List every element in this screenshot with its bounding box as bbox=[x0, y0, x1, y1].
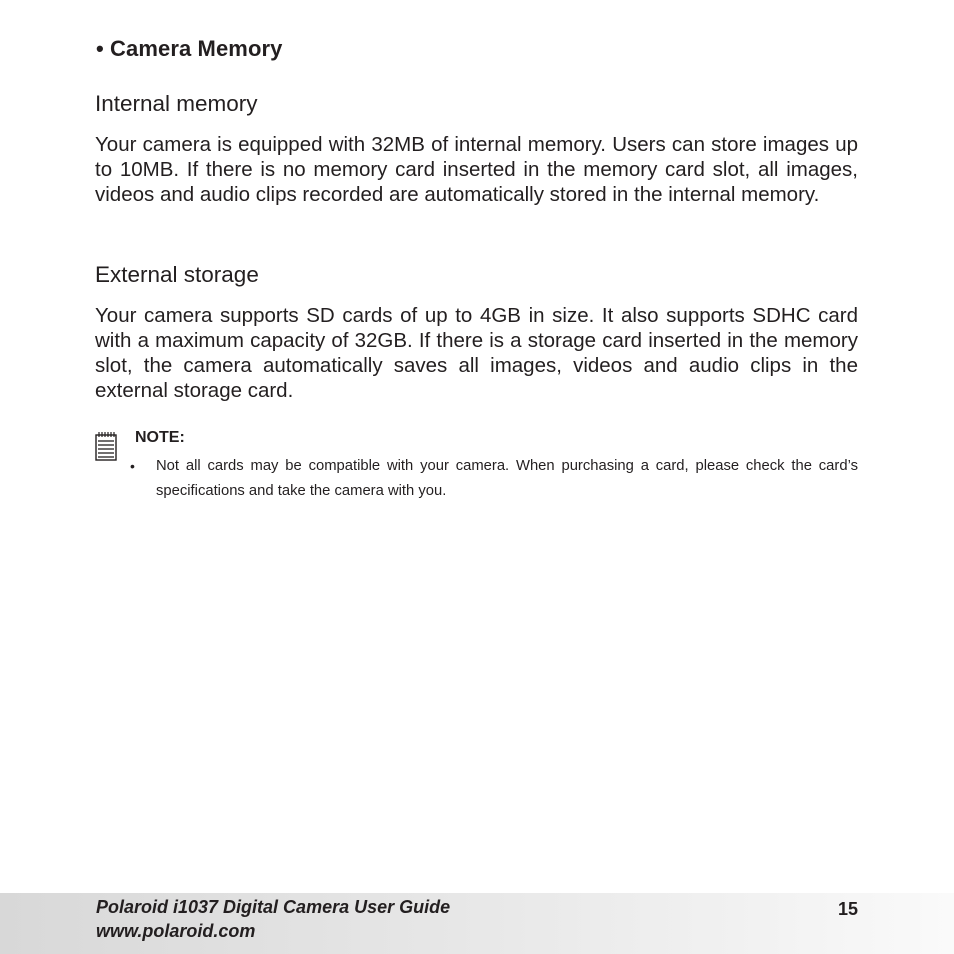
footer-guide-title: Polaroid i1037 Digital Camera User Guide bbox=[96, 897, 451, 917]
notepad-icon bbox=[95, 431, 117, 461]
bullet-icon: • bbox=[130, 458, 135, 474]
internal-memory-paragraph: Your camera is equipped with 32MB of internal memory. Users can store images up to 10MB. If there is no memory card inserted in the memory card slot, all images, videos and audio clips recorded are automatically stored in the internal memory. bbox=[95, 133, 858, 206]
internal-memory-heading: Internal memory bbox=[95, 91, 258, 116]
footer-url: www.polaroid.com bbox=[96, 921, 256, 941]
note-title: NOTE: bbox=[135, 429, 185, 446]
note-list bbox=[130, 454, 858, 504]
page-footer bbox=[0, 893, 954, 954]
external-storage-heading: External storage bbox=[95, 262, 259, 287]
page-number: 15 bbox=[838, 899, 859, 919]
note-item bbox=[130, 454, 858, 504]
note-item-text: Not all cards may be compatible with your camera. When purchasing a card, please check the card’s specifications and take the camera with you. bbox=[156, 458, 858, 499]
section-title: • Camera Memory bbox=[96, 36, 283, 61]
external-storage-paragraph: Your camera supports SD cards of up to 4GB in size. It also supports SDHC card with a maximum capacity of 32GB. If there is a storage card inserted in the memory slot, the camera automatically saves all images, videos and audio clips in the external storage card. bbox=[95, 304, 858, 402]
